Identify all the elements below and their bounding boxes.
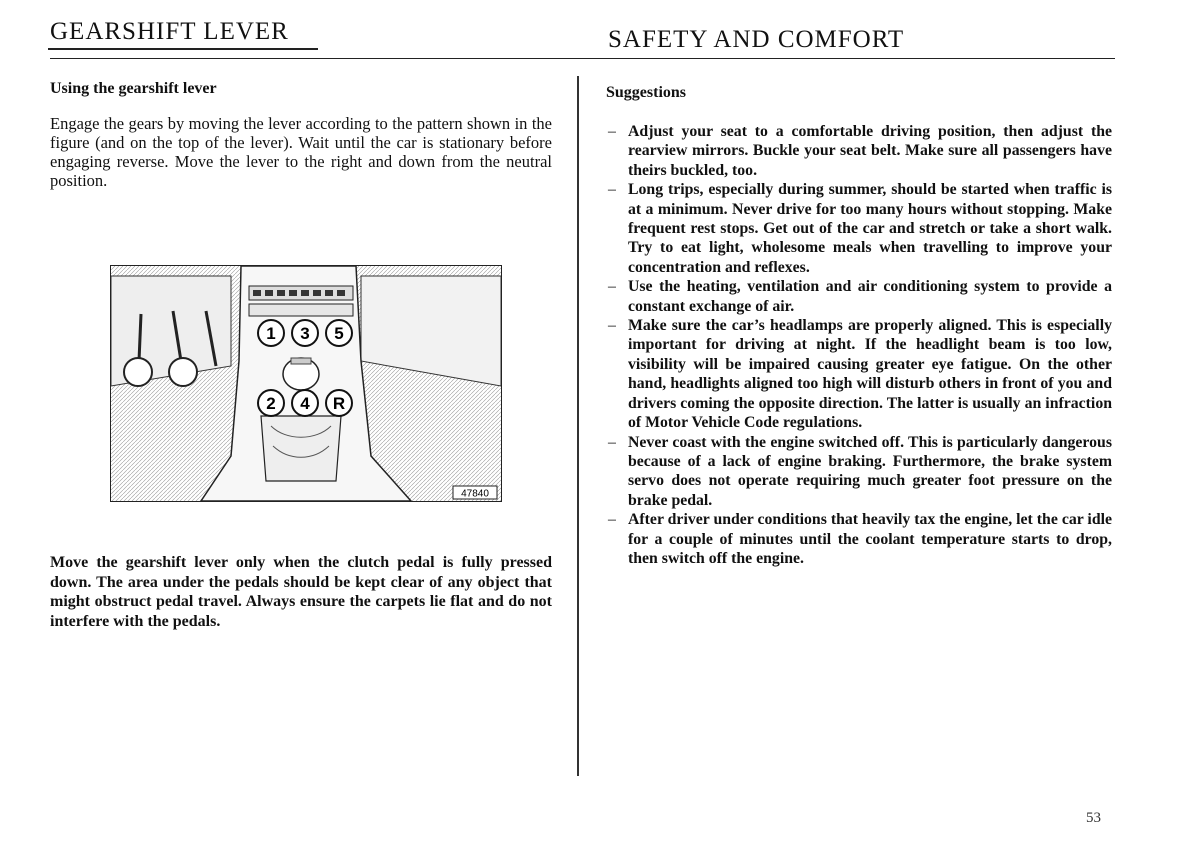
header-rule [50, 58, 1115, 59]
figure-ref-code [453, 486, 497, 500]
section-title-gearshift: Using the gearshift lever [50, 80, 217, 97]
gear-5 [326, 320, 352, 346]
section-title-suggestions: Suggestions [606, 84, 687, 101]
svg-text:4: 4 [300, 394, 310, 413]
column-divider [577, 76, 579, 776]
list-item: – Never coast with the engine switched off. This is particularly dangerous because of a lack of engine braking. Furthermore, the brake system servo does not operate requiring much greater foot pressure on the brake pedal. [608, 433, 1112, 509]
pedal-warning: Move the gearshift lever only when the clutch pedal is fully pressed down. The area under the pedals should be kept clear of any object that might obstruct pedal travel. Always ensure the carpets lie flat and do not interfere with the pedals. [50, 554, 552, 630]
svg-text:5: 5 [334, 324, 344, 343]
header-left-title: GEARSHIFT LEVER [50, 18, 289, 45]
gear-1 [258, 320, 284, 346]
page-number: 53 [1086, 810, 1101, 826]
list-item: – Use the heating, ventilation and air conditioning system to provide a constant exchange of air. [608, 278, 1112, 315]
suggestions-list [606, 122, 1112, 568]
svg-text:3: 3 [300, 324, 310, 343]
console-illustration [111, 266, 501, 501]
left-column [50, 80, 552, 190]
gear-2 [258, 390, 284, 416]
list-item: – Adjust your seat to a comfortable driving position, then adjust the rearview mirrors. Buckle your seat belt. Make sure all passengers have theirs buckled, too. [608, 123, 1112, 179]
svg-text:47840: 47840 [461, 488, 489, 500]
list-item: – Long trips, especially during summer, should be started when traffic is at a minimum. Never drive for too many hours without stopping. Make frequent rest stops. Get out of the car and stretch or take a short walk. Try to eat light, wholesome meals when travelling to improve your concentration and reflexes. [608, 181, 1112, 276]
gear-reverse [326, 390, 352, 416]
svg-text:1: 1 [266, 324, 276, 343]
gearshift-figure [110, 265, 502, 502]
svg-text:R: R [332, 394, 346, 413]
header-rule-left [48, 48, 318, 50]
right-column [606, 84, 1112, 568]
gear-3 [292, 320, 318, 346]
gear-4 [292, 390, 318, 416]
gearshift-instructions: Engage the gears by moving the lever according to the pattern shown in the figure (and on the top of the lever). Wait until the car is stationary before engaging reverse. Move the lever to the right and down from the neutral position. [50, 114, 552, 190]
svg-text:2: 2 [266, 394, 276, 413]
list-item: – After driver under conditions that heavily tax the engine, let the car idle for a couple of minutes until the coolant temperature starts to drop, then switch off the engine. [608, 511, 1112, 567]
header-right-title: SAFETY AND COMFORT [608, 26, 905, 53]
list-item: – Make sure the car’s headlamps are properly aligned. This is especially important for driving at night. If the headlight beam is too low, visibility will be impaired causing greater eye fatigue. On the other hand, headlights aligned too high will disturb others in front of you and drivers coming the opposite direction. The latter is usually an infraction of Motor Vehicle Code regulations. [608, 317, 1112, 432]
